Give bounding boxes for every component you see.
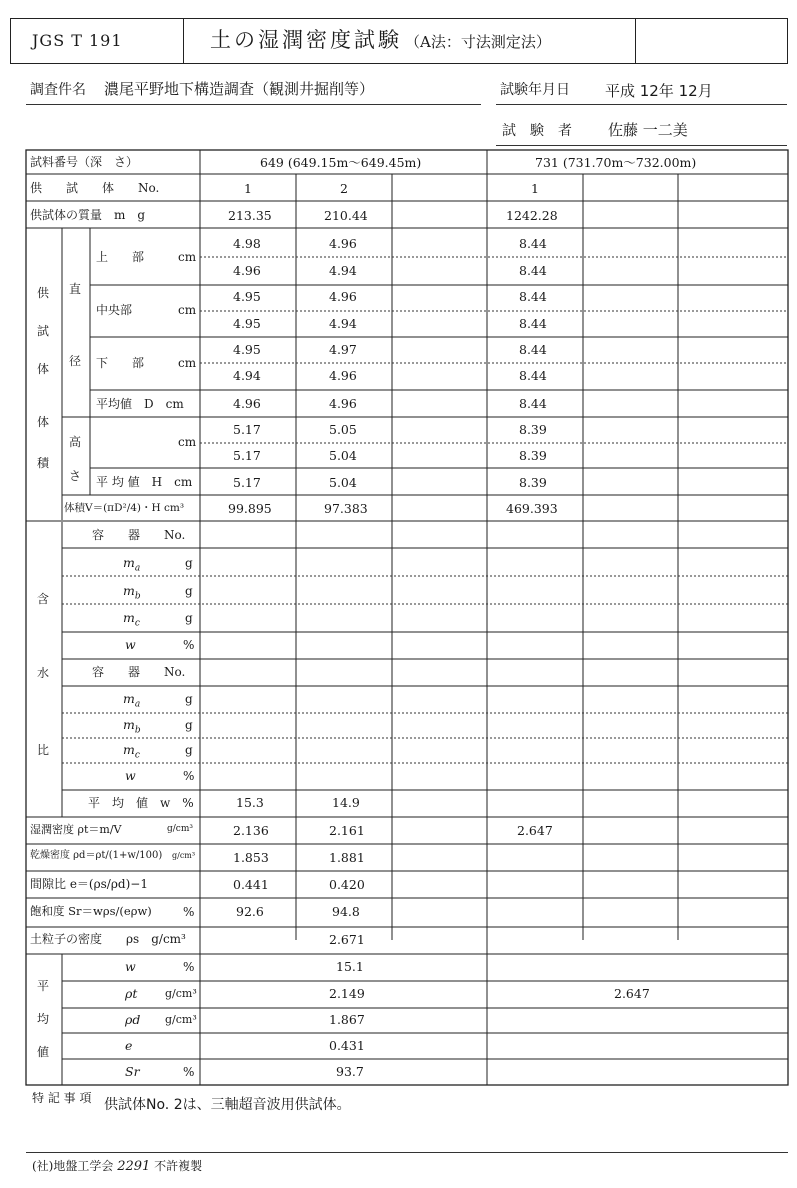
label-water-group-0: 含 [37, 592, 50, 606]
spec1-height-1: 5.17 [233, 448, 261, 463]
label-avg-h: 平 均 値 H cm [96, 475, 193, 489]
spec2-dry-density: 1.881 [329, 850, 365, 865]
spec2-avg-h: 5.04 [329, 475, 357, 490]
spec3-diam-1: 8.44 [519, 263, 547, 278]
label-mean-rho-d: ρd [125, 1012, 141, 1027]
label-unit-cm: cm [178, 435, 197, 449]
label-volume: 体積V＝(πD²/4)・H cm³ [64, 502, 185, 514]
mean-rho-t-731: 2.647 [614, 986, 650, 1001]
spec3-no: 1 [531, 181, 539, 196]
spec1-saturation: 92.6 [236, 904, 264, 919]
label-avg-w: 平 均 値 w % [88, 796, 194, 810]
label-mean-group-2: 値 [37, 1045, 50, 1059]
spec3-volume: 469.393 [506, 501, 558, 516]
document-subtitle: （A法：寸法測定法） [405, 33, 551, 51]
spec2-avg-w: 14.9 [332, 795, 360, 810]
label-unit-pct: % [183, 960, 195, 974]
label-unit-cm: cm [178, 303, 197, 317]
spec1-diam-4: 4.95 [233, 342, 261, 357]
label-mc: $m_c$ [123, 742, 140, 761]
label-unit-g: g [185, 718, 193, 732]
label-mean-sr: Sr [125, 1064, 140, 1079]
label-unit-g: g [185, 556, 193, 570]
label-unit-pct: % [183, 1065, 195, 1079]
label-bottom: 下 部 [96, 356, 145, 370]
spec2-no: 2 [340, 181, 348, 196]
label-unit-pct: % [183, 638, 195, 652]
spec2-height-1: 5.04 [329, 448, 357, 463]
label-unit-gcm3: g/cm³ [165, 987, 197, 1000]
remarks-value: 供試体No. 2は、三軸超音波用供試体。 [104, 1097, 351, 1113]
spec2-diam-2: 4.96 [329, 289, 357, 304]
spec1-diam-2: 4.95 [233, 289, 261, 304]
spec1-diam-3: 4.95 [233, 316, 261, 331]
label-container: 容 器 No. [92, 528, 186, 542]
spec1-avg-h: 5.17 [233, 475, 261, 490]
spec2-diam-4: 4.97 [329, 342, 357, 357]
label-diameter-group-0: 直 [69, 282, 82, 296]
label-specimen-no: 供 試 体 No. [30, 181, 160, 195]
spec3-height-1: 8.39 [519, 448, 547, 463]
spec1-mass: 213.35 [228, 208, 272, 223]
label-height-group-0: 高 [69, 435, 82, 449]
spec1-volume: 99.895 [228, 501, 272, 516]
spec2-height-0: 5.05 [329, 422, 357, 437]
spec3-diam-3: 8.44 [519, 316, 547, 331]
spec3-avg-h: 8.39 [519, 475, 547, 490]
label-mb: $m_b$ [123, 583, 141, 602]
spec3-diam-4: 8.44 [519, 342, 547, 357]
label-diameter-group-1: 径 [69, 354, 82, 368]
label-particle-density: 土粒子の密度 ρs g/cm³ [30, 932, 186, 946]
label-wet-density: 湿潤密度 ρt＝m/V [30, 823, 122, 836]
label-middle: 中央部 [96, 303, 133, 317]
spec1-void-ratio: 0.441 [233, 877, 269, 892]
spec1-diam-1: 4.96 [233, 263, 261, 278]
spec3-diam-2: 8.44 [519, 289, 547, 304]
label-unit-g: g [185, 743, 193, 757]
spec2-wet-density: 2.161 [329, 823, 365, 838]
label-height-group-1: さ [69, 469, 82, 483]
sample-731-header: 731 (731.70m～732.00m) [535, 155, 697, 170]
label-unit-g: g [185, 584, 193, 598]
mean-sr: 93.7 [336, 1064, 364, 1079]
document-title: 土の湿潤密度試験 [210, 28, 402, 52]
label-mc: $m_c$ [123, 610, 140, 629]
spec3-diam-5: 8.44 [519, 368, 547, 383]
label-top: 上 部 [96, 250, 145, 264]
project-label: 調査件名 [30, 82, 86, 98]
label-sample-no: 試料番号（深 さ） [30, 155, 139, 169]
label-w: w [125, 637, 136, 652]
spec2-saturation: 94.8 [332, 904, 360, 919]
tester-value: 佐藤 一二美 [608, 121, 688, 139]
label-unit-g: g [185, 611, 193, 625]
project-value: 濃尾平野地下構造調査（観測井掘削等） [104, 80, 375, 98]
spec2-void-ratio: 0.420 [329, 877, 365, 892]
mean-particle-density: 2.671 [329, 932, 365, 947]
label-container: 容 器 No. [92, 665, 186, 679]
footer-text: (社)地盤工学会 2291 不許複製 [32, 1159, 203, 1174]
label-mean-group-1: 均 [37, 1012, 50, 1026]
spec2-avg-d: 4.96 [329, 396, 357, 411]
spec3-wet-density: 2.647 [517, 823, 553, 838]
label-unit-gcm3: g/cm³ [165, 1013, 197, 1026]
spec2-diam-5: 4.96 [329, 368, 357, 383]
spec2-diam-1: 4.94 [329, 263, 357, 278]
spec2-volume: 97.383 [324, 501, 368, 516]
label-unit-g: g [185, 692, 193, 706]
label-ma: $m_a$ [123, 691, 141, 710]
label-volume-group-3: 体 [37, 415, 50, 429]
spec1-avg-w: 15.3 [236, 795, 264, 810]
spec2-diam-3: 4.94 [329, 316, 357, 331]
spec3-height-0: 8.39 [519, 422, 547, 437]
label-mean-rho-t: ρt [125, 986, 138, 1001]
spec3-diam-0: 8.44 [519, 236, 547, 251]
mean-rho-d: 1.867 [329, 1012, 365, 1027]
label-unit-pct: % [183, 769, 195, 783]
label-w: w [125, 768, 136, 783]
standard-code: JGS T 191 [32, 31, 123, 50]
label-unit-cm: cm [178, 356, 197, 370]
spec3-mass: 1242.28 [506, 208, 558, 223]
label-volume-group-1: 試 [37, 324, 50, 338]
label-water-group-2: 比 [37, 743, 50, 757]
spec3-avg-d: 8.44 [519, 396, 547, 411]
label-mb: $m_b$ [123, 717, 141, 736]
label-saturation: 飽和度 Sr＝wρs/(eρw) [30, 904, 152, 918]
label-void-ratio: 間隙比 e＝(ρs/ρd)−1 [30, 877, 148, 891]
footer-rule [26, 1152, 788, 1153]
spec1-no: 1 [244, 181, 252, 196]
label-unit-gcm3: g/cm³ [172, 851, 196, 860]
label-mean-group-0: 平 [37, 979, 50, 993]
spec1-wet-density: 2.136 [233, 823, 269, 838]
label-mean-w: w [125, 959, 136, 974]
label-unit-cm: cm [178, 250, 197, 264]
label-unit-gcm3: g/cm³ [167, 824, 193, 834]
label-volume-group-4: 積 [37, 456, 50, 470]
spec1-avg-d: 4.96 [233, 396, 261, 411]
spec1-dry-density: 1.853 [233, 850, 269, 865]
spec1-height-0: 5.17 [233, 422, 261, 437]
spec1-diam-5: 4.94 [233, 368, 261, 383]
label-volume-group-2: 体 [37, 362, 50, 376]
mean-w: 15.1 [336, 959, 364, 974]
mean-e: 0.431 [329, 1038, 365, 1053]
label-mass: 供試体の質量 m g [30, 208, 146, 222]
mean-rho-t: 2.149 [329, 986, 365, 1001]
remarks-label: 特 記 事 項 [32, 1091, 92, 1105]
sample-649-header: 649 (649.15m～649.45m) [260, 155, 422, 170]
label-volume-group-0: 供 [37, 286, 50, 300]
tester-label: 試 験 者 [502, 123, 572, 139]
label-avg-d: 平均値 D cm [96, 397, 184, 411]
label-water-group-1: 水 [37, 666, 50, 680]
date-value: 平成 12年 12月 [605, 82, 713, 100]
spec1-diam-0: 4.98 [233, 236, 261, 251]
spec2-mass: 210.44 [324, 208, 368, 223]
label-unit-pct: % [183, 905, 195, 919]
date-label: 試験年月日 [500, 82, 570, 98]
label-mean-e: e [125, 1038, 133, 1053]
spec2-diam-0: 4.96 [329, 236, 357, 251]
label-dry-density: 乾燥密度 ρd＝ρt/(1+w/100) [30, 850, 163, 861]
label-ma: $m_a$ [123, 555, 141, 574]
